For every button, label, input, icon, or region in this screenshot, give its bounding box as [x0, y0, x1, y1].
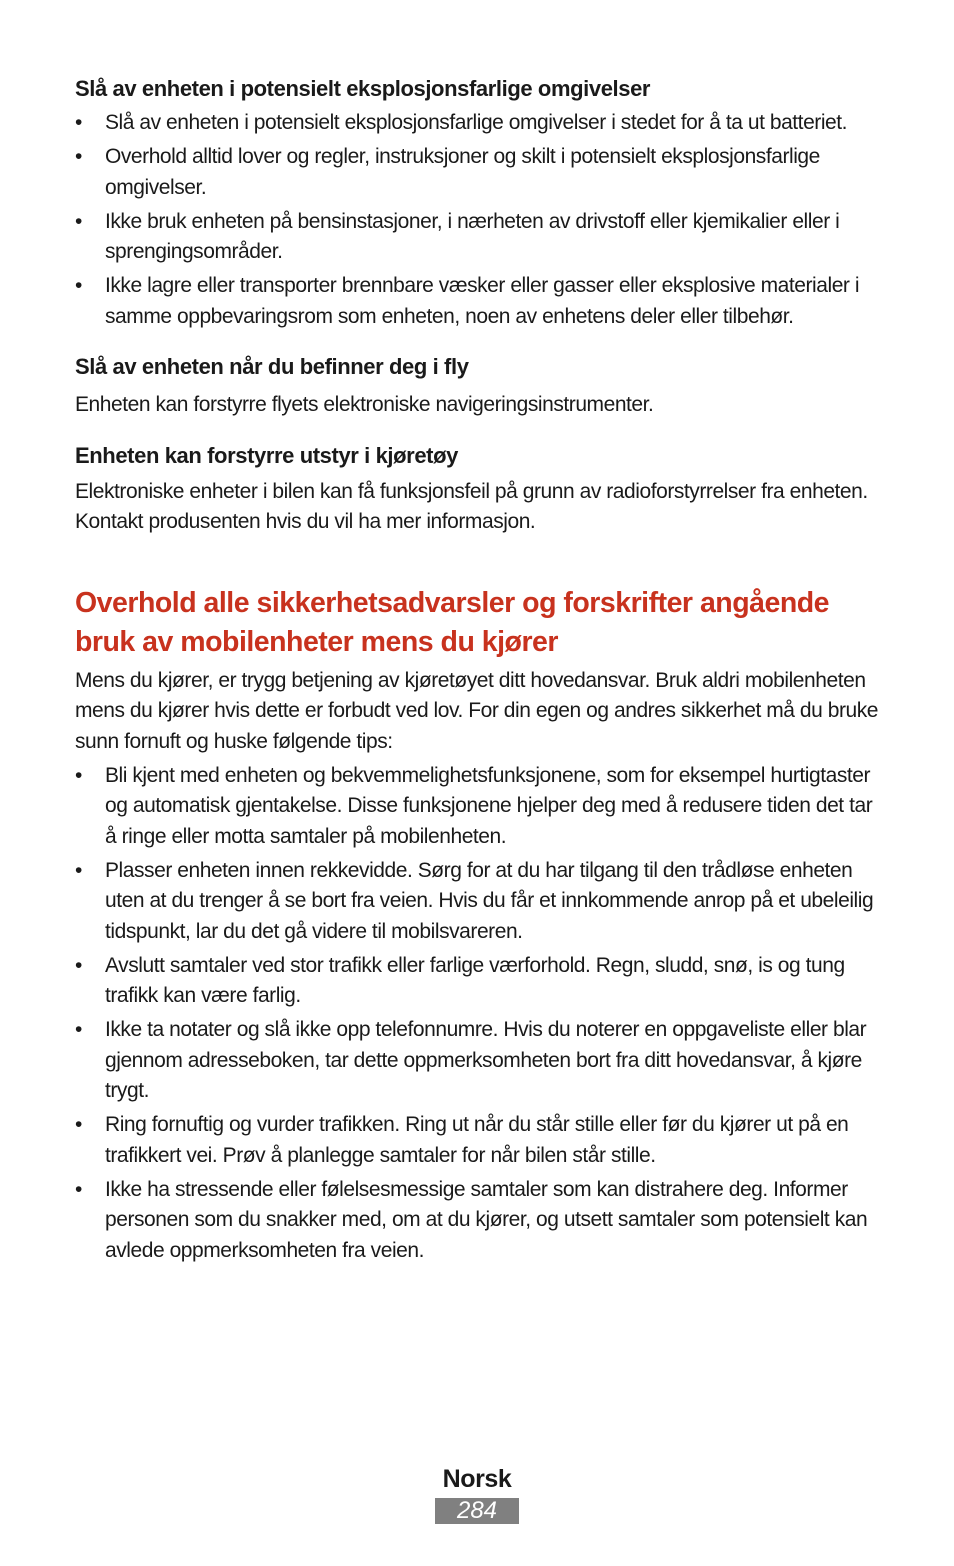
list-item: • Bli kjent med enheten og bekvemmelighetsfunksjonene, som for eksempel hurtigtaster og automatisk gjentakelse. Disse funksjonene hjelper deg med å redusere tiden det tar å ringe eller motta samtaler på mobilenheten. [75, 761, 887, 853]
explosive-heading: Slå av enheten i potensielt eksplosjonsfarlige omgivelser [75, 76, 651, 101]
vehicle-body: Elektroniske enheter i bilen kan få funksjonsfeil på grunn av radioforstyrrelser fra enheten. Kontakt produsenten hvis du vil ha mer informasjon. [75, 479, 868, 533]
list-item: • Ikke ha stressende eller følelsesmessige samtaler som kan distrahere deg. Informer personen som du snakker med, om at du kjører, og utsett samtaler som potensielt kan avlede oppmerksomheten fra veien. [75, 1175, 887, 1267]
aircraft-heading: Slå av enheten når du befinner deg i fly [75, 354, 469, 379]
list-item: • Ikke bruk enheten på bensinstasjoner, i nærheten av drivstoff eller kjemikalier eller i sprengingsområder. [75, 207, 887, 268]
page-number: 284 [435, 1498, 519, 1524]
footer-language: Norsk [442, 1465, 512, 1493]
aircraft-body: Enheten kan forstyrre flyets elektroniske navigeringsinstrumenter. [75, 393, 654, 416]
list-item: • Ring fornuftig og vurder trafikken. Ring ut når du står stille eller før du kjører ut på en trafikkert vei. Prøv å planlegge samtaler for når bilen står stille. [75, 1110, 887, 1171]
page-content [75, 72, 887, 1266]
driving-list [75, 761, 887, 1267]
list-item: • Ikke lagre eller transporter brennbare væsker eller gasser eller eksplosive materialer i samme oppbevaringsrom som enheten, noen av enhetens deler eller tilbehør. [75, 271, 887, 332]
list-item: • Slå av enheten i potensielt eksplosjonsfarlige omgivelser i stedet for å ta ut batteriet. [75, 108, 887, 139]
page-footer [0, 1462, 954, 1524]
driving-title: Overhold alle sikkerhetsadvarsler og forskrifter angående bruk av mobilenheter mens du kjører [75, 586, 829, 658]
list-item: • Overhold alltid lover og regler, instruksjoner og skilt i potensielt eksplosjonsfarlige omgivelser. [75, 142, 887, 203]
list-item: • Avslutt samtaler ved stor trafikk eller farlige værforhold. Regn, sludd, snø, is og tung trafikk kan være farlig. [75, 951, 887, 1012]
driving-intro: Mens du kjører, er trygg betjening av kjøretøyet ditt hovedansvar. Bruk aldri mobilenheten mens du kjører hvis dette er forbudt ved lov. For din egen og andres sikkerhet må du bruke sunn fornuft og huske følgende tips: [75, 668, 879, 753]
explosive-list [75, 108, 887, 332]
list-item: • Ikke ta notater og slå ikke opp telefonnumre. Hvis du noterer en oppgaveliste eller blar gjennom adresseboken, tar dette oppmerksomheten bort fra ditt hovedansvar, å kjøre trygt. [75, 1015, 887, 1107]
list-item: • Plasser enheten innen rekkevidde. Sørg for at du har tilgang til den trådløse enheten uten at du trenger å se bort fra veien. Hvis du får et innkommende anrop på et ubeleilig tidspunkt, lar du det gå videre til mobilsvareren. [75, 856, 887, 948]
vehicle-heading: Enheten kan forstyrre utstyr i kjøretøy [75, 442, 458, 468]
